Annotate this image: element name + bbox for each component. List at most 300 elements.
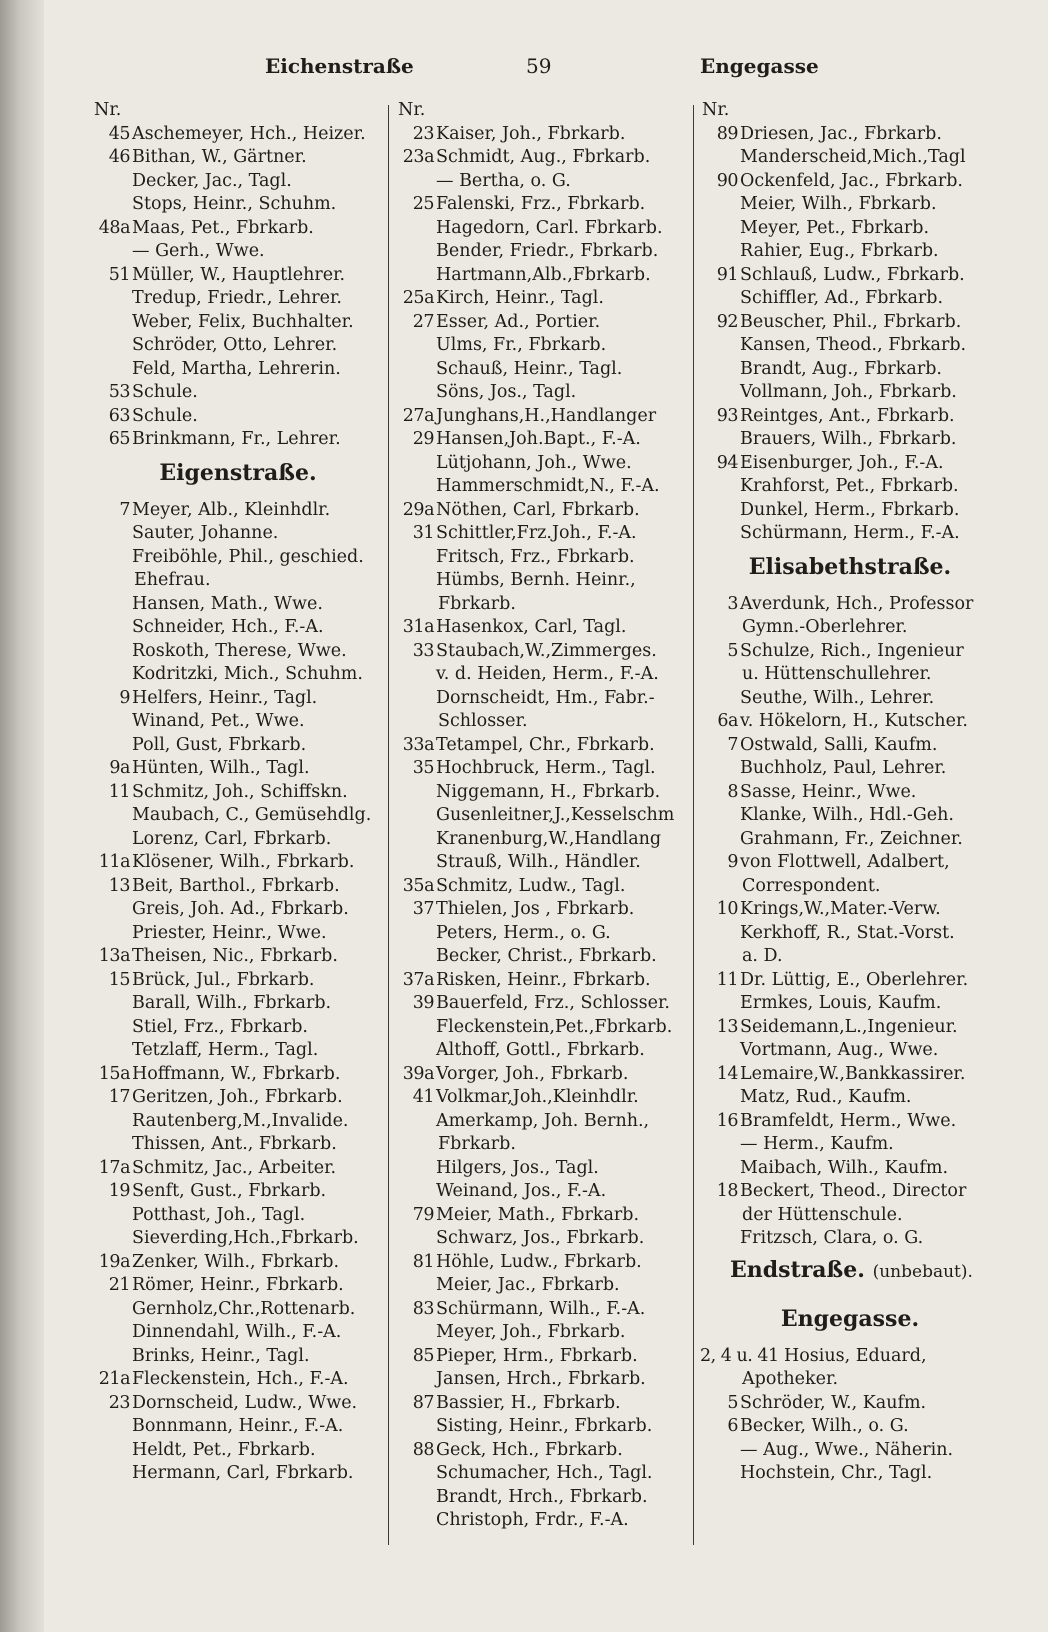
directory-entry xyxy=(396,663,688,687)
entry-text: Roskoth, Therese, Wwe. xyxy=(132,640,347,661)
directory-entry xyxy=(700,1415,1000,1439)
entry-text: Kirch, Heinr., Tagl. xyxy=(436,288,604,308)
directory-entry xyxy=(700,757,1000,781)
directory-entry xyxy=(700,1439,1000,1463)
directory-entry xyxy=(92,1298,384,1322)
entry-text: Meyer, Pet., Fbrkarb. xyxy=(740,217,930,238)
entry-text: Aschemeyer, Hch., Heizer. xyxy=(132,123,366,144)
house-number: 7 xyxy=(727,734,738,755)
page-number: 59 xyxy=(526,54,552,78)
directory-entry xyxy=(92,1251,384,1275)
directory-entry xyxy=(396,1157,688,1181)
house-number: 87 xyxy=(412,1392,434,1413)
directory-entry xyxy=(92,1157,384,1181)
entry-text: Hünten, Wilh., Tagl. xyxy=(132,758,310,778)
directory-entry xyxy=(396,898,688,922)
directory-entry xyxy=(396,146,688,170)
house-number: 9a xyxy=(109,758,130,778)
directory-entry xyxy=(396,1204,688,1228)
entry-text: Schröder, W., Kaufm. xyxy=(740,1392,927,1413)
directory-entry xyxy=(396,922,688,946)
entry-text: Dinnendahl, Wilh., F.-A. xyxy=(132,1322,342,1342)
directory-entry xyxy=(396,804,688,828)
directory-entry xyxy=(396,1063,688,1087)
entry-text: der Hüttenschule. xyxy=(742,1204,903,1225)
directory-entry xyxy=(396,734,688,758)
house-number: 6 xyxy=(727,1416,738,1436)
house-number: 46 xyxy=(108,147,130,167)
directory-entry xyxy=(396,710,688,734)
house-number: 35a xyxy=(402,875,434,896)
entry-text: Sauter, Johanne. xyxy=(132,523,279,543)
entry-text: Amerkamp, Joh. Bernh., xyxy=(436,1110,650,1131)
column-2 xyxy=(396,99,688,1533)
directory-entry xyxy=(396,757,688,781)
heading-note: (unbebaut). xyxy=(872,1261,973,1282)
entry-text: Feld, Martha, Lehrerin. xyxy=(132,358,341,379)
entry-text: Lütjohann, Joh., Wwe. xyxy=(436,452,632,473)
entry-text: Dr. Lüttig, E., Oberlehrer. xyxy=(740,969,969,990)
directory-entry xyxy=(92,922,384,946)
entry-text: Grahmann, Fr., Zeichner. xyxy=(740,828,963,849)
entry-text: Hasenkox, Carl, Tagl. xyxy=(436,617,627,637)
directory-entry xyxy=(700,1039,1000,1063)
house-number: 41 xyxy=(412,1087,434,1107)
directory-entry xyxy=(396,499,688,523)
directory-entry xyxy=(92,875,384,899)
entry-text: Römer, Heinr., Fbrkarb. xyxy=(132,1275,344,1295)
directory-entry xyxy=(396,405,688,429)
entry-text: Kodritzki, Mich., Schuhm. xyxy=(132,664,363,684)
directory-entry xyxy=(700,1016,1000,1040)
directory-entry xyxy=(92,381,384,405)
entry-text: Helfers, Heinr., Tagl. xyxy=(132,687,318,708)
entry-text: Schlauß, Ludw., Fbrkarb. xyxy=(740,264,965,285)
house-number: 13 xyxy=(108,875,130,896)
entry-text: a. D. xyxy=(742,946,783,966)
entry-text: Hosius, Eduard, xyxy=(784,1345,927,1366)
entry-text: Fbrkarb. xyxy=(438,1134,516,1154)
entry-text: Jansen, Hrch., Fbrkarb. xyxy=(436,1369,646,1389)
entry-text: — Aug., Wwe., Näherin. xyxy=(740,1439,954,1460)
entry-text: Gymn.-Oberlehrer. xyxy=(742,617,908,637)
house-number: 65 xyxy=(108,429,130,449)
column-1 xyxy=(92,99,384,1486)
directory-entry xyxy=(396,1251,688,1275)
entry-text: Esser, Ad., Portier. xyxy=(436,311,601,332)
entry-text: Beuscher, Phil., Fbrkarb. xyxy=(740,311,962,332)
house-number-header: Nr. xyxy=(702,100,730,120)
entry-text: Krings,W.,Mater.-Verw. xyxy=(740,899,941,919)
directory-entry xyxy=(92,1180,384,1204)
directory-entry xyxy=(700,452,1000,476)
house-number: 35 xyxy=(412,758,434,778)
directory-entry xyxy=(396,381,688,405)
house-number: 51 xyxy=(108,264,130,285)
section-heading xyxy=(700,1298,1000,1345)
entry-text: Schiffler, Ad., Fbrkarb. xyxy=(740,288,944,308)
entry-text: Hochbruck, Herm., Tagl. xyxy=(436,758,656,778)
directory-entry xyxy=(92,1016,384,1040)
house-number: 63 xyxy=(108,405,130,426)
entry-text: Kaiser, Joh., Fbrkarb. xyxy=(436,123,626,144)
entry-text: Senft, Gust., Fbrkarb. xyxy=(132,1181,327,1201)
directory-entry xyxy=(396,170,688,194)
column-3 xyxy=(700,99,1000,1486)
house-number: 31 xyxy=(412,523,434,543)
entry-text: Risken, Heinr., Fbrkarb. xyxy=(436,969,651,990)
directory-entry xyxy=(92,992,384,1016)
entry-text: Dunkel, Herm., Fbrkarb. xyxy=(740,499,960,520)
directory-entry xyxy=(92,640,384,664)
directory-entry xyxy=(700,969,1000,993)
directory-entry xyxy=(92,593,384,617)
entry-text: Winand, Pet., Wwe. xyxy=(132,711,305,731)
directory-entry xyxy=(396,569,688,593)
house-number: 90 xyxy=(716,170,738,191)
house-number: 17 xyxy=(108,1087,130,1107)
house-number: 83 xyxy=(412,1298,434,1319)
entry-text: Ermkes, Louis, Kaufm. xyxy=(740,993,942,1013)
entry-text: Buchholz, Paul, Lehrer. xyxy=(740,758,947,778)
entry-text: Seidemann,L.,Ingenieur. xyxy=(740,1016,958,1037)
directory-entry xyxy=(92,1110,384,1134)
directory-entry xyxy=(700,1110,1000,1134)
entry-text: v. d. Heiden, Herm., F.-A. xyxy=(436,664,659,684)
entry-text: Tetampel, Chr., Fbrkarb. xyxy=(436,734,655,755)
entry-text: Theisen, Nic., Fbrkarb. xyxy=(132,946,338,966)
house-number: 15a xyxy=(98,1063,130,1084)
entry-text: Becker, Wilh., o. G. xyxy=(740,1416,909,1436)
entry-text: Brandt, Aug., Fbrkarb. xyxy=(740,358,942,379)
house-number: 23 xyxy=(108,1392,130,1413)
entry-text: Peters, Herm., o. G. xyxy=(436,922,611,943)
entry-text: Maibach, Wilh., Kaufm. xyxy=(740,1157,949,1178)
entry-text: Averdunk, Hch., Professor xyxy=(740,593,974,614)
entry-text: Schule. xyxy=(132,405,198,426)
directory-entry xyxy=(700,311,1000,335)
house-number: 29a xyxy=(402,499,434,520)
section-heading xyxy=(700,1251,1000,1298)
entry-text: Beit, Barthol., Fbrkarb. xyxy=(132,875,340,896)
entry-text: Seuthe, Wilh., Lehrer. xyxy=(740,687,935,708)
entry-text: Schule. xyxy=(132,382,198,402)
entry-text: Bramfeldt, Herm., Wwe. xyxy=(740,1110,957,1131)
directory-entry xyxy=(92,334,384,358)
directory-entry xyxy=(700,217,1000,241)
running-head-right: Engegasse xyxy=(700,54,819,78)
directory-entry xyxy=(700,287,1000,311)
entry-text: Meier, Jac., Fbrkarb. xyxy=(436,1275,620,1295)
directory-entry xyxy=(92,804,384,828)
entry-text: Hansen,Joh.Bapt., F.-A. xyxy=(436,429,641,449)
entry-text: Falenski, Frz., Fbrkarb. xyxy=(436,194,646,214)
entry-text: Brandt, Hrch., Fbrkarb. xyxy=(436,1486,648,1507)
directory-entry xyxy=(92,146,384,170)
entry-text: Rahier, Eug., Fbrkarb. xyxy=(740,241,939,261)
house-number-header: Nr. xyxy=(398,100,426,120)
house-number: 13a xyxy=(98,946,130,966)
house-number: 33a xyxy=(402,734,434,755)
directory-entry xyxy=(700,1180,1000,1204)
house-number: 9 xyxy=(119,687,130,708)
entry-text: Sieverding,Hch.,Fbrkarb. xyxy=(132,1228,359,1248)
entry-text: Tredup, Friedr., Lehrer. xyxy=(132,288,342,308)
directory-entry xyxy=(92,851,384,875)
house-number: 19a xyxy=(98,1251,130,1272)
entry-text: Fleckenstein, Hch., F.-A. xyxy=(132,1369,349,1389)
entry-text: Vollmann, Joh., Fbrkarb. xyxy=(740,382,957,402)
entry-text: Bassier, H., Fbrkarb. xyxy=(436,1392,621,1413)
house-number: 8 xyxy=(727,781,738,802)
directory-entry xyxy=(396,1086,688,1110)
house-number: 81 xyxy=(412,1251,434,1272)
directory-entry xyxy=(92,1392,384,1416)
directory-entry xyxy=(396,1509,688,1533)
entry-text: Matz, Rud., Kaufm. xyxy=(740,1087,912,1107)
directory-entry xyxy=(700,875,1000,899)
house-number: 92 xyxy=(716,311,738,332)
entry-text: Weinand, Jos., F.-A. xyxy=(436,1181,607,1201)
directory-entry xyxy=(92,428,384,452)
page-edge-shadow xyxy=(0,0,44,1632)
entry-text: von Flottwell, Adalbert, xyxy=(740,852,950,872)
house-number: 18 xyxy=(716,1181,738,1201)
directory-entry xyxy=(396,640,688,664)
house-number: 15 xyxy=(108,969,130,990)
directory-entry xyxy=(92,358,384,382)
house-number: 27a xyxy=(402,405,434,426)
entry-text: Ulms, Fr., Fbrkarb. xyxy=(436,335,607,355)
directory-entry xyxy=(700,1133,1000,1157)
house-number: 16 xyxy=(716,1110,738,1131)
entry-text: Kranenburg,W.,Handlang xyxy=(436,828,662,849)
directory-entry xyxy=(700,334,1000,358)
column-header-row xyxy=(700,99,1000,123)
house-number: 17a xyxy=(98,1157,130,1178)
directory-entry xyxy=(700,734,1000,758)
house-number: 91 xyxy=(716,264,738,285)
directory-entry xyxy=(92,499,384,523)
directory-entry xyxy=(700,922,1000,946)
directory-entry xyxy=(92,710,384,734)
entry-text: v. Hökelorn, H., Kutscher. xyxy=(740,711,968,731)
house-number: 37a xyxy=(402,969,434,990)
entry-text: Niggemann, H., Fbrkarb. xyxy=(436,781,661,802)
directory-entry xyxy=(396,1133,688,1157)
directory-entry xyxy=(92,757,384,781)
entry-text: Klanke, Wilh., Hdl.-Geh. xyxy=(740,805,954,825)
directory-entry xyxy=(700,851,1000,875)
house-number: 25a xyxy=(402,288,434,308)
directory-entry xyxy=(700,381,1000,405)
house-number: 11a xyxy=(98,852,130,872)
section-heading xyxy=(700,546,1000,593)
entry-text: Geck, Hch., Fbrkarb. xyxy=(436,1439,623,1460)
directory-entry xyxy=(396,358,688,382)
entry-text: Thissen, Ant., Fbrkarb. xyxy=(132,1134,337,1154)
directory-entry xyxy=(396,1298,688,1322)
directory-entry xyxy=(92,193,384,217)
directory-entry xyxy=(700,240,1000,264)
entry-text: Bithan, W., Gärtner. xyxy=(132,147,307,167)
directory-entry xyxy=(700,475,1000,499)
house-number: 33 xyxy=(412,640,434,661)
directory-entry xyxy=(700,522,1000,546)
directory-entry xyxy=(700,992,1000,1016)
house-number: 13 xyxy=(716,1016,738,1037)
directory-entry xyxy=(700,687,1000,711)
directory-entry xyxy=(700,804,1000,828)
entry-text: Schröder, Otto, Lehrer. xyxy=(132,335,338,355)
directory-entry xyxy=(92,616,384,640)
directory-entry xyxy=(396,123,688,147)
house-number: 5 xyxy=(727,640,738,661)
entry-text: Pieper, Hrm., Fbrkarb. xyxy=(436,1345,638,1366)
house-number-header: Nr. xyxy=(94,100,122,120)
directory-entry xyxy=(396,1486,688,1510)
entry-text: Hagedorn, Carl. Fbrkarb. xyxy=(436,217,663,238)
directory-entry xyxy=(700,1063,1000,1087)
entry-text: Krahforst, Pet., Fbrkarb. xyxy=(740,476,959,496)
directory-entry xyxy=(700,428,1000,452)
directory-entry xyxy=(396,217,688,241)
entry-text: Schmitz, Ludw., Tagl. xyxy=(436,875,626,896)
directory-entry xyxy=(396,616,688,640)
directory-entry xyxy=(700,616,1000,640)
house-number: 94 xyxy=(716,452,738,473)
directory-entry xyxy=(92,123,384,147)
directory-entry xyxy=(92,405,384,429)
directory-entry xyxy=(396,1274,688,1298)
entry-text: Schittler,Frz.Joh., F.-A. xyxy=(436,523,637,543)
directory-entry xyxy=(92,217,384,241)
directory-entry xyxy=(396,1227,688,1251)
house-number: 21a xyxy=(98,1369,130,1389)
directory-entry xyxy=(92,311,384,335)
entry-text: Dornscheidt, Hm., Fabr.- xyxy=(436,687,655,708)
entry-text: Freiböhle, Phil., geschied. xyxy=(132,546,364,567)
house-number: 53 xyxy=(108,382,130,402)
house-number: 23 xyxy=(412,123,434,144)
entry-text: Rautenberg,M.,Invalide. xyxy=(132,1110,349,1131)
directory-entry xyxy=(92,1368,384,1392)
column-rule xyxy=(693,105,694,1545)
house-number: 21 xyxy=(108,1275,130,1295)
directory-entry xyxy=(396,311,688,335)
entry-text: Ostwald, Salli, Kaufm. xyxy=(740,734,938,755)
entry-text: Maubach, C., Gemüsehdlg. xyxy=(132,805,372,825)
directory-entry xyxy=(396,475,688,499)
house-number: 14 xyxy=(716,1063,738,1084)
directory-entry xyxy=(396,546,688,570)
directory-entry xyxy=(92,1063,384,1087)
entry-text: Hermann, Carl, Fbrkarb. xyxy=(132,1463,354,1483)
directory-entry xyxy=(700,146,1000,170)
directory-entry xyxy=(700,1392,1000,1416)
entry-text: Schulze, Rich., Ingenieur xyxy=(740,640,964,661)
entry-text: Schneider, Hch., F.-A. xyxy=(132,617,324,637)
house-number: 3 xyxy=(727,593,738,614)
entry-text: Becker, Christ., Fbrkarb. xyxy=(436,946,657,966)
entry-text: Apotheker. xyxy=(742,1369,839,1389)
entry-text: Kansen, Theod., Fbrkarb. xyxy=(740,335,967,355)
directory-entry xyxy=(92,569,384,593)
entry-text: Höhle, Ludw., Fbrkarb. xyxy=(436,1251,642,1272)
directory-entry xyxy=(700,1204,1000,1228)
directory-entry xyxy=(92,687,384,711)
house-number: 27 xyxy=(412,311,434,332)
directory-entry xyxy=(700,1157,1000,1181)
entry-text: Stiel, Frz., Fbrkarb. xyxy=(132,1016,308,1037)
directory-entry xyxy=(700,1462,1000,1486)
directory-entry xyxy=(700,593,1000,617)
directory-entry xyxy=(396,1368,688,1392)
entry-text: Bender, Friedr., Fbrkarb. xyxy=(436,241,659,261)
directory-entry xyxy=(700,405,1000,429)
directory-entry xyxy=(92,781,384,805)
entry-text: Sisting, Heinr., Fbrkarb. xyxy=(436,1416,653,1436)
entry-text: Meier, Wilh., Fbrkarb. xyxy=(740,194,937,214)
entry-text: Fritzsch, Clara, o. G. xyxy=(740,1228,924,1248)
directory-entry xyxy=(700,193,1000,217)
entry-text: Reintges, Ant., Fbrkarb. xyxy=(740,405,955,426)
directory-entry xyxy=(700,945,1000,969)
entry-text: Hilgers, Jos., Tagl. xyxy=(436,1157,599,1178)
entry-text: Schmitz, Jac., Arbeiter. xyxy=(132,1157,337,1178)
entry-text: Schürmann, Herm., F.-A. xyxy=(740,523,960,543)
directory-entry xyxy=(92,240,384,264)
entry-text: Klösener, Wilh., Fbrkarb. xyxy=(132,852,355,872)
directory-entry xyxy=(92,1321,384,1345)
directory-entry xyxy=(92,828,384,852)
entry-text: Poll, Gust, Fbrkarb. xyxy=(132,734,307,755)
entry-text: Hartmann,Alb.,Fbrkarb. xyxy=(436,264,651,285)
entry-text: Sasse, Heinr., Wwe. xyxy=(740,781,917,802)
directory-entry xyxy=(700,828,1000,852)
directory-entry xyxy=(92,1227,384,1251)
house-number: 23a xyxy=(402,147,434,167)
house-number: 89 xyxy=(716,123,738,144)
house-number: 5 xyxy=(727,1392,738,1413)
house-number: 45 xyxy=(108,123,130,144)
entry-text: Stops, Heinr., Schuhm. xyxy=(132,194,337,214)
entry-text: Staubach,W.,Zimmerges. xyxy=(436,640,657,661)
directory-entry xyxy=(700,663,1000,687)
house-number: 79 xyxy=(412,1204,434,1225)
directory-entry xyxy=(700,898,1000,922)
directory-entry xyxy=(92,734,384,758)
entry-text: Priester, Heinr., Wwe. xyxy=(132,922,327,943)
entry-text: Meyer, Alb., Kleinhdlr. xyxy=(132,499,331,520)
directory-entry xyxy=(700,264,1000,288)
entry-text: Fleckenstein,Pet.,Fbrkarb. xyxy=(436,1016,673,1037)
entry-text: Hammerschmidt,N., F.-A. xyxy=(436,476,660,496)
directory-entry xyxy=(700,640,1000,664)
section-heading-text: Elisabethstraße. xyxy=(748,553,952,580)
house-number: 25 xyxy=(412,194,434,214)
entry-text: Correspondent. xyxy=(742,875,881,896)
directory-entry xyxy=(396,1180,688,1204)
house-number: 19 xyxy=(108,1181,130,1201)
entry-text: Brück, Jul., Fbrkarb. xyxy=(132,969,315,990)
entry-text: Strauß, Wilh., Händler. xyxy=(436,852,641,872)
directory-entry xyxy=(92,898,384,922)
directory-entry xyxy=(92,1274,384,1298)
directory-entry xyxy=(396,687,688,711)
directory-entry xyxy=(92,945,384,969)
directory-entry xyxy=(396,334,688,358)
